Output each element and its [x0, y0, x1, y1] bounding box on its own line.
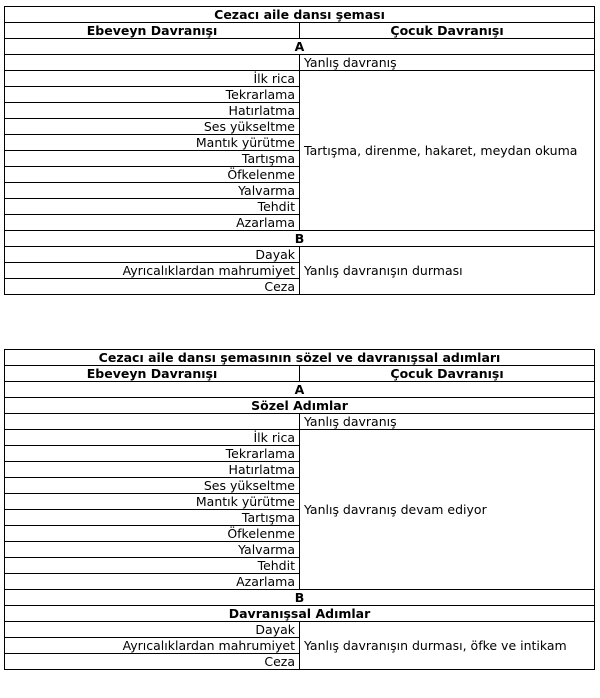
child-response-b: Yanlış davranışın durması: [300, 247, 595, 295]
punishment-step: Ayrıcalıklardan mahrumiyet: [5, 638, 300, 654]
parent-step: Tartışma: [5, 510, 300, 526]
section-a-label: A: [5, 382, 595, 398]
parent-step: Öfkelenme: [5, 526, 300, 542]
table-title: Cezacı aile dansı şemasının sözel ve davranışsal adımları: [5, 350, 595, 366]
child-response-b: Yanlış davranışın durması, öfke ve intikam: [300, 622, 595, 670]
parent-step: Tartışma: [5, 151, 300, 167]
section-b-label: B: [5, 590, 595, 606]
punitive-dance-table: [4, 6, 595, 295]
parent-step: Hatırlatma: [5, 462, 300, 478]
column-header-parent: Ebeveyn Davranışı: [5, 366, 300, 382]
parent-step: Ses yükseltme: [5, 119, 300, 135]
child-wrong-behavior: Yanlış davranış: [300, 55, 595, 71]
parent-step: Azarlama: [5, 215, 300, 231]
punishment-step: Ayrıcalıklardan mahrumiyet: [5, 263, 300, 279]
column-header-parent: Ebeveyn Davranışı: [5, 23, 300, 39]
parent-step: Ses yükseltme: [5, 478, 300, 494]
child-response-a: Tartışma, direnme, hakaret, meydan okuma: [300, 71, 595, 231]
section-a-label: A: [5, 39, 595, 55]
parent-step: Tehdit: [5, 199, 300, 215]
punishment-step: Ceza: [5, 279, 300, 295]
parent-step: Mantık yürütme: [5, 494, 300, 510]
empty-cell: [5, 414, 300, 430]
parent-step: Tehdit: [5, 558, 300, 574]
table-title: Cezacı aile dansı şeması: [5, 7, 595, 23]
child-wrong-behavior: Yanlış davranış: [300, 414, 595, 430]
parent-step: Azarlama: [5, 574, 300, 590]
child-response-a: Yanlış davranış devam ediyor: [300, 430, 595, 590]
parent-step: Yalvarma: [5, 542, 300, 558]
parent-step: Tekrarlama: [5, 446, 300, 462]
parent-step: Tekrarlama: [5, 87, 300, 103]
parent-step: Öfkelenme: [5, 167, 300, 183]
column-header-child: Çocuk Davranışı: [300, 23, 595, 39]
punishment-step: Ceza: [5, 654, 300, 670]
punishment-step: Dayak: [5, 247, 300, 263]
empty-cell: [5, 55, 300, 71]
section-b-label: B: [5, 231, 595, 247]
parent-step: İlk rica: [5, 430, 300, 446]
punishment-step: Dayak: [5, 622, 300, 638]
parent-step: Hatırlatma: [5, 103, 300, 119]
verbal-behavioral-steps-table: [4, 349, 595, 670]
verbal-steps-heading: Sözel Adımlar: [5, 398, 595, 414]
column-header-child: Çocuk Davranışı: [300, 366, 595, 382]
parent-step: Yalvarma: [5, 183, 300, 199]
behavioral-steps-heading: Davranışsal Adımlar: [5, 606, 595, 622]
parent-step: Mantık yürütme: [5, 135, 300, 151]
parent-step: İlk rica: [5, 71, 300, 87]
